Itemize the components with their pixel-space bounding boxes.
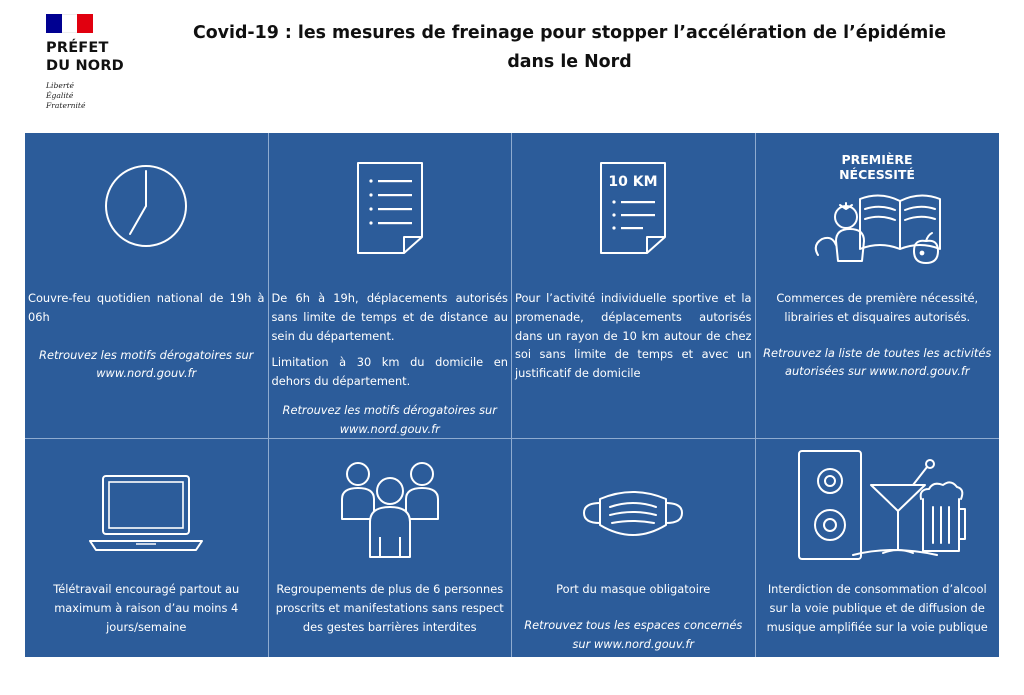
cell-shops [756,133,1000,439]
document-10km-icon [512,160,755,256]
cell-telework [25,439,269,657]
curfew-text-block [28,289,265,383]
flag-red-band [77,14,93,33]
logo-line-2: DU NORD [46,58,124,74]
motto-egalite: Égalité [46,91,74,100]
alcohol-text-block [758,580,998,636]
curfew-link[interactable]: Retrouvez les motifs dérogatoires sur www.nord.gouv.fr [39,347,254,381]
motto-liberte: Liberté [46,81,75,90]
icon-label-10km: 10 KM [608,174,658,190]
cell-alcohol [756,439,1000,657]
cell-curfew [25,133,269,439]
speaker-drinks-icon [756,447,1000,565]
prefecture-logo [46,14,156,111]
face-mask-icon [512,485,755,545]
title-line-2: dans le Nord [507,52,632,72]
title-line-1: Covid-19 : les mesures de freinage pour stopper l’accélération de l’épidémie [192,23,947,43]
laptop-icon [25,471,268,555]
clock-icon [25,161,268,251]
travel-text-block [272,289,509,439]
flag-blue-band [46,14,62,33]
curfew-text: Couvre-feu quotidien national de 19h à 06h [28,291,265,324]
cell-travel [269,133,513,439]
cell-gatherings [269,439,513,657]
shops-text: Commerces de première nécessité, librairies et disquaires autorisés. [776,291,979,324]
travel-text-2: Limitation à 30 km du domicile en dehors du département. [271,355,508,389]
gatherings-text-block [271,580,510,636]
alcohol-text: Interdiction de consommation d’alcool sur la voie publique et de diffusion de musique amplifiée sur la voie publique [766,582,988,634]
sport-text-block [515,289,752,383]
sport-text: Pour l’activité individuelle sportive et la promenade, déplacements autorisés dans un rayon de 10 km autour de chez soi sans limite de temps et avec un justificatif de domicile [515,291,752,381]
document-list-icon [269,160,512,256]
mask-text-block [514,580,753,653]
telework-text: Télétravail encouragé partout au maximum à raison d’au moins 4 jours/semaine [53,582,240,634]
groceries-book-icon [756,149,1000,273]
telework-text-block [27,580,266,636]
travel-link[interactable]: Retrouvez les motifs dérogatoires sur www.nord.gouv.fr [282,402,497,436]
icon-label-necessite: NÉCESSITÉ [839,167,916,182]
icon-label-premiere: PREMIÈRE [841,152,913,167]
travel-text: De 6h à 19h, déplacements autorisés sans limite de temps et de distance au sein du département. [271,291,508,343]
cell-mask [512,439,756,657]
shops-text-block [759,289,997,381]
mask-text: Port du masque obligatoire [556,582,711,596]
gatherings-text: Regroupements de plus de 6 personnes proscrits et manifestations sans respect des gestes barrières interdites [275,582,504,634]
group-icon [269,457,512,565]
motto [46,81,156,111]
flag-white-band [62,14,78,33]
motto-fraternite: Fraternité [46,101,86,110]
measures-grid [25,133,999,657]
french-flag-icon [46,14,93,33]
logo-line-1: PRÉFET [46,40,109,56]
shops-link[interactable]: Retrouvez la liste de toutes les activités autorisées sur www.nord.gouv.fr [763,345,992,379]
cell-sport [512,133,756,439]
page-title [168,19,971,77]
mask-link[interactable]: Retrouvez tous les espaces concernés sur www.nord.gouv.fr [524,617,743,651]
